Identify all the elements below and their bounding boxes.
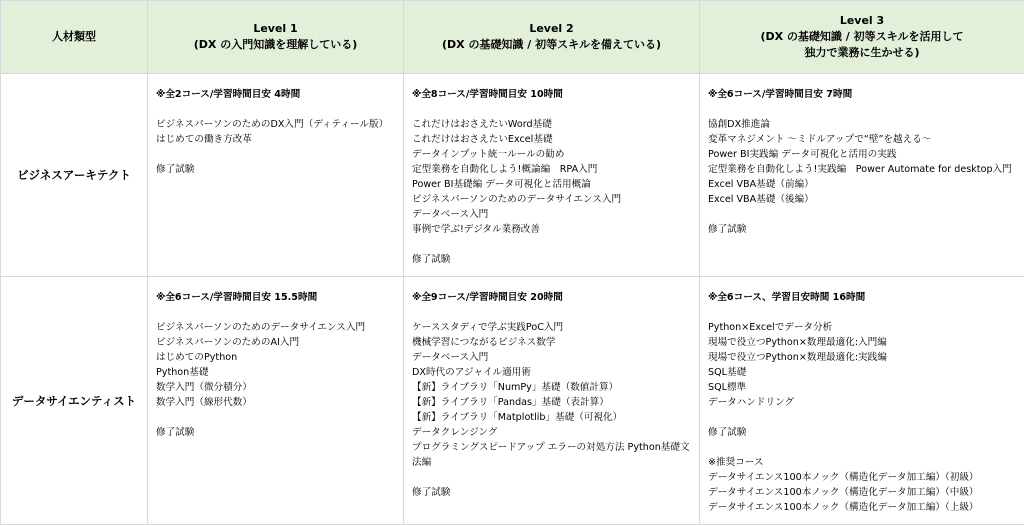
course-item: Excel VBA基礎（後編） xyxy=(708,194,814,205)
recommended-title: ※推奨コース xyxy=(708,457,764,468)
course-item: 事例で学ぶ!デジタル業務改善 xyxy=(412,224,540,235)
course-item: Excel VBA基礎（前編） xyxy=(708,179,814,190)
course-item: ビジネスパーソンのためのAI入門 xyxy=(156,337,300,348)
recommended-course-item: データサイエンス100本ノック（構造化データ加工編）（初級） xyxy=(708,472,979,483)
course-item: 協創DX推進論 xyxy=(708,119,770,130)
course-summary: ※全6コース、学習目安時間 16時間 xyxy=(708,292,866,303)
cell-ba-level-3 xyxy=(700,74,1024,277)
level-2-title: Level 2 xyxy=(529,22,574,35)
row-name: ビジネスアーキテクト xyxy=(17,168,131,182)
course-item: 機械学習につながるビジネス数学 xyxy=(412,337,556,348)
course-item: ビジネスパーソンのためのDX入門（ディティール版） xyxy=(156,119,389,130)
course-item: Power BI基礎編 データ可視化と活用概論 xyxy=(412,179,591,190)
course-item: 【新】ライブラリ「Matplotlib」基礎（可視化） xyxy=(412,412,623,423)
course-item: はじめてのPython xyxy=(156,352,238,363)
course-item: Python×Excelでデータ分析 xyxy=(708,322,833,333)
header-role-type-label: 人材類型 xyxy=(52,30,96,43)
course-item: 現場で役立つPython×数理最適化:入門編 xyxy=(708,337,887,348)
header-row xyxy=(1,1,1024,74)
level-1-title: Level 1 xyxy=(253,22,298,35)
course-item: Python基礎 xyxy=(156,367,209,378)
row-name: データサイエンティスト xyxy=(11,393,137,408)
course-item: Power BI実践編 データ可視化と活用の実践 xyxy=(708,149,897,160)
course-item: データハンドリング xyxy=(708,397,795,408)
course-item: 数学入門（線形代数） xyxy=(156,397,252,408)
level-3-subtitle: (DX の基礎知識 / 初等スキルを活用して xyxy=(760,30,964,43)
exam-item: 修了試験 xyxy=(708,224,747,235)
course-item: 定型業務を自動化しよう!概論編 RPA入門 xyxy=(412,164,598,175)
course-item: ビジネスパーソンのためのデータサイエンス入門 xyxy=(156,322,366,333)
cell-ds-level-2 xyxy=(404,277,700,525)
level-1-subtitle: (DX の入門知識を理解している) xyxy=(193,38,358,51)
course-item: DX時代のアジャイル適用術 xyxy=(412,367,531,378)
recommended-course-item: データサイエンス100本ノック（構造化データ加工編）（上級） xyxy=(708,502,979,513)
cell-ba-level-2 xyxy=(404,74,700,277)
recommended-course-item: データサイエンス100本ノック（構造化データ加工編）（中級） xyxy=(708,487,979,498)
course-item: 【新】ライブラリ「NumPy」基礎（数値計算） xyxy=(412,382,619,393)
header-level-2 xyxy=(404,1,700,74)
header-role-type xyxy=(1,1,148,74)
level-2-subtitle: (DX の基礎知識 / 初等スキルを備えている) xyxy=(441,38,662,51)
course-item: データインプット統一ルールの勧め xyxy=(412,149,565,160)
course-item: 数学入門（微分積分） xyxy=(156,382,252,393)
course-item: 現場で役立つPython×数理最適化:実践編 xyxy=(708,352,887,363)
course-item: はじめての働き方改革 xyxy=(156,134,252,145)
exam-item: 修了試験 xyxy=(412,487,451,498)
course-summary: ※全9コース/学習時間目安 20時間 xyxy=(412,292,563,303)
course-item: これだけはおさえたいWord基礎 xyxy=(412,119,552,130)
course-summary: ※全6コース/学習時間目安 7時間 xyxy=(708,89,853,100)
row-business-architect xyxy=(1,74,1024,277)
exam-item: 修了試験 xyxy=(412,254,451,265)
course-item: データクレンジング xyxy=(412,427,498,438)
course-item: データベース入門 xyxy=(412,352,489,363)
level-3-title: Level 3 xyxy=(839,14,885,27)
course-item: 【新】ライブラリ「Pandas」基礎（表計算） xyxy=(412,397,609,408)
course-item: ケーススタディで学ぶ実践PoC入門 xyxy=(412,322,564,333)
course-item: ビジネスパーソンのためのデータサイエンス入門 xyxy=(412,194,622,205)
course-item: これだけはおさえたいExcel基礎 xyxy=(412,134,553,145)
cell-ds-level-1 xyxy=(148,277,404,525)
course-item: SQL基礎 xyxy=(708,367,747,378)
course-item: 変革マネジメント ～ミドルアップで“壁”を越える～ xyxy=(708,134,932,145)
header-level-3 xyxy=(700,1,1024,74)
cell-ba-level-1 xyxy=(148,74,404,277)
course-item: 定型業務を自動化しよう!実践編 Power Automate for desktop入門 xyxy=(708,164,1012,175)
exam-item: 修了試験 xyxy=(156,164,195,175)
row-data-scientist xyxy=(1,277,1024,525)
course-summary: ※全2コース/学習時間目安 4時間 xyxy=(156,89,301,100)
exam-item: 修了試験 xyxy=(156,427,195,438)
course-item: データベース入門 xyxy=(412,209,489,220)
level-3-subtitle-line2: 独力で業務に生かせる) xyxy=(804,46,920,59)
row-label-business-architect xyxy=(1,74,148,277)
course-summary: ※全6コース/学習時間目安 15.5時間 xyxy=(156,292,318,303)
exam-item: 修了試験 xyxy=(708,427,747,438)
row-label-data-scientist xyxy=(1,277,148,525)
course-summary: ※全8コース/学習時間目安 10時間 xyxy=(412,89,563,100)
course-item: SQL標準 xyxy=(708,382,747,393)
course-item: プログラミングスピードアップ エラーの対処方法 Python基礎文法編 xyxy=(412,442,690,468)
header-level-1 xyxy=(148,1,404,74)
cell-ds-level-3 xyxy=(700,277,1024,525)
